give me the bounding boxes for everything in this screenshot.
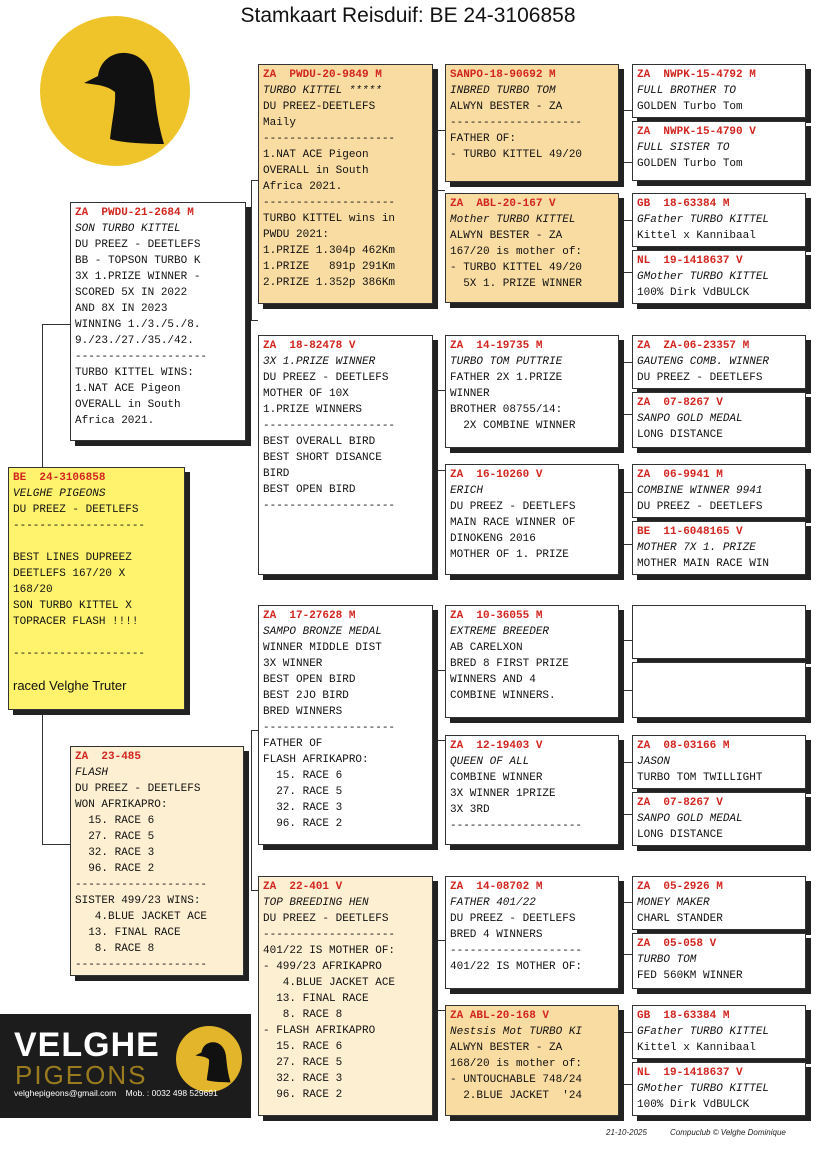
pigeon-name: FULL BROTHER TO xyxy=(637,85,737,97)
pigeon-info-line: BEST OPEN BIRD xyxy=(263,484,356,496)
ring-number: ZA ABL-20-167 V xyxy=(450,198,556,210)
pigeon-info-line xyxy=(13,662,180,678)
pigeon-info-line: ALWYN BESTER - ZA xyxy=(450,230,563,242)
pigeon-name: SAMPO BRONZE MEDAL xyxy=(263,626,382,638)
pigeon-name: GFather TURBO KITTEL xyxy=(637,214,770,226)
pigeon-info-line: FLASH AFRIKAPRO: xyxy=(263,754,369,766)
pigeon-info-line: WINNERS AND 4 xyxy=(450,674,536,686)
pigeon-info-line: 32. RACE 3 xyxy=(75,847,155,859)
banner-email: velghepigeons@gmail.com xyxy=(14,1088,117,1098)
ring-number: ZA NWPK-15-4790 V xyxy=(637,126,756,138)
gen5-card-9 xyxy=(632,605,806,659)
pigeon-info-line: BEST 2JO BIRD xyxy=(263,690,349,702)
ring-number: ZA 14-19735 M xyxy=(450,340,543,352)
gen5-card-2 xyxy=(632,121,806,181)
ring-number: ZA 06-9941 M xyxy=(637,469,723,481)
pigeon-info-line: -------------------- xyxy=(450,117,583,129)
banner-name: VELGHE xyxy=(14,1026,160,1064)
pigeon-info-line: DINOKENG 2016 xyxy=(450,533,536,545)
ssd-card xyxy=(445,193,619,303)
pigeon-name: TURBO KITTEL ***** xyxy=(263,85,382,97)
pigeon-info-line: - TURBO KITTEL 49/20 xyxy=(450,262,583,274)
ring-number: ZA PWDU-21-2684 M xyxy=(75,207,194,219)
gen5-card-13 xyxy=(632,876,806,930)
pigeon-info-line: -------------------- xyxy=(450,820,583,832)
pigeon-info-line: raced Velghe Truter xyxy=(13,678,127,693)
pigeon-info-line: 8. RACE 8 xyxy=(75,943,155,955)
pigeon-info-line: DU PREEZ-DEETLEFS xyxy=(263,101,376,113)
sdd-card xyxy=(445,464,619,575)
pigeon-info-line: Kittel x Kannibaal xyxy=(637,1042,756,1054)
pigeon-info-line: 168/20 xyxy=(13,584,53,596)
gen5-card-7 xyxy=(632,464,806,518)
ring-number: GB 18-63384 M xyxy=(637,1010,730,1022)
pigeon-info-line: DU PREEZ - DEETLEFS xyxy=(263,913,389,925)
dds-card xyxy=(445,876,619,989)
pigeon-info-line: DU PREEZ - DEETLEFS xyxy=(450,913,576,925)
pigeon-info-line: TOPRACER FLASH !!!! xyxy=(13,616,139,628)
pigeon-info-line: AND 8X IN 2023 xyxy=(75,303,168,315)
pigeon-name: GMother TURBO KITTEL xyxy=(637,1083,770,1095)
pigeon-info-line: CHARL STANDER xyxy=(637,913,723,925)
sire-dam-card xyxy=(258,335,433,575)
pigeon-name: TURBO TOM xyxy=(637,954,697,966)
pigeon-info-line: - UNTOUCHABLE 748/24 xyxy=(450,1074,583,1086)
pigeon-name: Mother TURBO KITTEL xyxy=(450,214,576,226)
page-title: Stamkaart Reisduif: BE 24-3106858 xyxy=(240,4,576,27)
pigeon-name: SON TURBO KITTEL xyxy=(75,223,181,235)
pigeon-info-line: 32. RACE 3 xyxy=(263,802,343,814)
pigeon-info-line: -------------------- xyxy=(263,420,396,432)
sire-card xyxy=(70,202,246,441)
ring-number: NL 19-1418637 V xyxy=(637,255,743,267)
ring-number: ZA 23-485 xyxy=(75,751,142,763)
pigeon-name: FULL SISTER TO xyxy=(637,142,730,154)
pigeon-info-line: DU PREEZ - DEETLEFS xyxy=(263,372,389,384)
ring-number: SANPO-18-90692 M xyxy=(450,69,556,81)
pigeon-info-line: COMBINE WINNER xyxy=(450,772,543,784)
pigeon-info-line: Maily xyxy=(263,117,297,129)
pigeon-info-line: WINNER xyxy=(450,388,490,400)
pigeon-info-line: SCORED 5X IN 2022 xyxy=(75,287,188,299)
pigeon-info-line: -------------------- xyxy=(13,648,146,660)
pigeon-info-line: WON AFRIKAPRO: xyxy=(75,799,168,811)
ddd-card xyxy=(445,1005,619,1116)
pigeon-logo xyxy=(40,16,190,166)
pigeon-info-line: ALWYN BESTER - ZA xyxy=(450,101,563,113)
pigeon-info-line: -------------------- xyxy=(263,929,396,941)
pigeon-name: INBRED TURBO TOM xyxy=(450,85,556,97)
pigeon-info-line: 2.PRIZE 1.352p 386Km xyxy=(263,277,396,289)
pigeon-info-line: 4.BLUE JACKET ACE xyxy=(263,977,396,989)
pigeon-info-line: BRED 4 WINNERS xyxy=(450,929,543,941)
pigeon-info-line: BEST LINES DUPREEZ xyxy=(13,552,132,564)
pigeon-name: COMBINE WINNER 9941 xyxy=(637,485,763,497)
pigeon-info-line: 27. RACE 5 xyxy=(75,831,155,843)
pigeon-info-line: Africa 2021. xyxy=(263,181,343,193)
pigeon-info-line: -------------------- xyxy=(75,879,208,891)
pigeon-info-line: WINNER MIDDLE DIST xyxy=(263,642,382,654)
pigeon-info-line: BRED 8 FIRST PRIZE xyxy=(450,658,569,670)
ring-number: ZA 17-27628 M xyxy=(263,610,356,622)
pigeon-info-line: 4.BLUE JACKET ACE xyxy=(75,911,208,923)
pigeon-info-line: LONG DISTANCE xyxy=(637,829,723,841)
ring-number: NL 19-1418637 V xyxy=(637,1067,743,1079)
banner-sub: PIGEONS xyxy=(15,1060,148,1090)
pigeon-info-line: 5X 1. PRIZE WINNER xyxy=(450,278,583,290)
pigeon-info-line: 2X COMBINE WINNER xyxy=(450,420,576,432)
gen5-card-12 xyxy=(632,792,806,846)
pigeon-info-line: 401/22 IS MOTHER OF: xyxy=(450,961,583,973)
pigeon-name: JASON xyxy=(637,756,671,768)
ring-number: ZA NWPK-15-4792 M xyxy=(637,69,756,81)
dsd-card xyxy=(445,735,619,845)
pigeon-info-line: OVERALL in South xyxy=(75,399,181,411)
pigeon-info-line: SON TURBO KITTEL X xyxy=(13,600,132,612)
pigeon-info-line: PWDU 2021: xyxy=(263,229,330,241)
gen5-card-4 xyxy=(632,250,806,304)
pigeon-info-line xyxy=(13,534,180,550)
gen5-card-16 xyxy=(632,1062,806,1116)
pigeon-info-line: 1.PRIZE WINNERS xyxy=(263,404,363,416)
pigeon-info-line: -------------------- xyxy=(75,351,208,363)
pigeon-info-line: TURBO TOM TWILLIGHT xyxy=(637,772,763,784)
pigeon-info-line: MOTHER OF 10X xyxy=(263,388,349,400)
pigeon-info-line: -------------------- xyxy=(263,133,396,145)
pigeon-name: Nestsis Mot TURBO KI xyxy=(450,1026,583,1038)
ring-number: ZA 05-058 V xyxy=(637,938,717,950)
pigeon-name: FLASH xyxy=(75,767,109,779)
pigeon-name: MOTHER 7X 1. PRIZE xyxy=(637,542,756,554)
pigeon-info-line: MOTHER OF 1. PRIZE xyxy=(450,549,569,561)
pigeon-info-line: SISTER 499/23 WINS: xyxy=(75,895,201,907)
pigeon-info-line: 13. FINAL RACE xyxy=(75,927,181,939)
pigeon-info-line: 32. RACE 3 xyxy=(263,1073,343,1085)
pigeon-info-line: BEST OPEN BIRD xyxy=(263,674,356,686)
pigeon-info-line: -------------------- xyxy=(450,945,583,957)
ring-number: ZA 12-19403 V xyxy=(450,740,543,752)
pigeon-name: GAUTENG COMB. WINNER xyxy=(637,356,770,368)
gen5-card-11 xyxy=(632,735,806,789)
pigeon-info-line: WINNING 1./3./5./8. xyxy=(75,319,201,331)
pigeon-info-line: DU PREEZ - DEETLEFS xyxy=(637,501,763,513)
pigeon-info-line: 100% Dirk VdBULCK xyxy=(637,287,750,299)
pigeon-info-line: 2.BLUE JACKET '24 xyxy=(450,1090,583,1102)
ring-number: BE 24-3106858 xyxy=(13,472,106,484)
ring-number: ZA 10-36055 M xyxy=(450,610,543,622)
pigeon-name: FATHER 401/22 xyxy=(450,897,536,909)
pigeon-name: SANPO GOLD MEDAL xyxy=(637,813,743,825)
ring-number: ZA ZA-06-23357 M xyxy=(637,340,750,352)
gen5-card-14 xyxy=(632,933,806,989)
pigeon-info-line: BRED WINNERS xyxy=(263,706,343,718)
pigeon-info-line: BROTHER 08755/14: xyxy=(450,404,563,416)
pigeon-info-line: 168/20 is mother of: xyxy=(450,1058,583,1070)
pigeon-info-line: GOLDEN Turbo Tom xyxy=(637,101,743,113)
pigeon-name: VELGHE PIGEONS xyxy=(13,488,106,500)
subject-pigeon-card xyxy=(8,467,185,710)
dam-card xyxy=(70,746,244,976)
sss-card xyxy=(445,64,619,182)
pigeon-info-line: -------------------- xyxy=(13,520,146,532)
dam-sire-card xyxy=(258,605,433,845)
ring-number: ZA 14-08702 M xyxy=(450,881,543,893)
ring-number: GB 18-63384 M xyxy=(637,198,730,210)
pigeon-name: MONEY MAKER xyxy=(637,897,710,909)
pigeon-info-line: ALWYN BESTER - ZA xyxy=(450,1042,563,1054)
banner-pigeon-logo-icon xyxy=(176,1026,242,1092)
ring-number: ZA 08-03166 M xyxy=(637,740,730,752)
ring-number: ZA 16-10260 V xyxy=(450,469,543,481)
pigeon-info-line: 1.NAT ACE Pigeon xyxy=(75,383,181,395)
ring-number: ZA PWDU-20-9849 M xyxy=(263,69,382,81)
pigeon-name: SANPO GOLD MEDAL xyxy=(637,413,743,425)
pigeon-info-line: -------------------- xyxy=(263,722,396,734)
pigeon-info-line: 3X 3RD xyxy=(450,804,490,816)
banner-mobile: Mob. : 0032 498 529691 xyxy=(125,1088,218,1098)
pigeon-name: GFather TURBO KITTEL xyxy=(637,1026,770,1038)
pigeon-info-line: 1.PRIZE 1.304p 462Km xyxy=(263,245,396,257)
pigeon-info-line: -------------------- xyxy=(75,959,208,971)
pigeon-name: GMother TURBO KITTEL xyxy=(637,271,770,283)
footer-credit: Compuclub © Velghe Dominique xyxy=(670,1128,786,1137)
pigeon-info-line: 15. RACE 6 xyxy=(263,770,343,782)
pigeon-info-line: FATHER OF xyxy=(263,738,323,750)
pigeon-name: TURBO TOM PUTTRIE xyxy=(450,356,563,368)
pigeon-info-line: DU PREEZ - DEETLEFS xyxy=(75,783,201,795)
pigeon-name: 3X 1.PRIZE WINNER xyxy=(263,356,376,368)
ring-number: ZA 07-8267 V xyxy=(637,397,723,409)
gen5-card-1 xyxy=(632,64,806,118)
sds-card xyxy=(445,335,619,448)
pigeon-info-line: 96. RACE 2 xyxy=(263,1089,343,1101)
pigeon-info-line: - TURBO KITTEL 49/20 xyxy=(450,149,583,161)
pigeon-info-line: - FLASH AFRIKAPRO xyxy=(263,1025,376,1037)
pigeon-info-line: LONG DISTANCE xyxy=(637,429,723,441)
gen5-card-15 xyxy=(632,1005,806,1059)
pigeon-info-line: 1.PRIZE 891p 291Km xyxy=(263,261,396,273)
pigeon-info-line: DU PREEZ - DEETLEFS xyxy=(13,504,139,516)
gen5-card-5 xyxy=(632,335,806,389)
pigeon-info-line: DU PREEZ - DEETLEFS xyxy=(75,239,201,251)
pigeon-info-line: 401/22 IS MOTHER OF: xyxy=(263,945,396,957)
pigeon-info-line: 167/20 is mother of: xyxy=(450,246,583,258)
pigeon-info-line: AB CARELXON xyxy=(450,642,523,654)
pigeon-info-line: FED 560KM WINNER xyxy=(637,970,743,982)
gen5-card-8 xyxy=(632,521,806,575)
pigeon-info-line: COMBINE WINNERS. xyxy=(450,690,556,702)
pigeon-info-line: FATHER 2X 1.PRIZE xyxy=(450,372,563,384)
pigeon-info-line: MOTHER MAIN RACE WIN xyxy=(637,558,770,570)
ring-number: ZA 05-2926 M xyxy=(637,881,723,893)
pigeon-info-line: 1.NAT ACE Pigeon xyxy=(263,149,369,161)
pigeon-info-line: 8. RACE 8 xyxy=(263,1009,343,1021)
pigeon-info-line: Kittel x Kannibaal xyxy=(637,230,756,242)
pigeon-info-line: FATHER OF: xyxy=(450,133,517,145)
pigeon-info-line: 100% Dirk VdBULCK xyxy=(637,1099,750,1111)
pigeon-info-line: 15. RACE 6 xyxy=(75,815,155,827)
pigeon-info-line: 27. RACE 5 xyxy=(263,1057,343,1069)
pigeon-silhouette-icon xyxy=(40,16,190,166)
gen5-card-3 xyxy=(632,193,806,247)
velghe-pigeons-banner xyxy=(0,1014,251,1118)
pigeon-info-line: BEST OVERALL BIRD xyxy=(263,436,376,448)
pigeon-name: EXTREME BREEDER xyxy=(450,626,550,638)
pigeon-name: ERICH xyxy=(450,485,484,497)
gen5-card-6 xyxy=(632,392,806,448)
pigeon-info-line: TURBO KITTEL WINS: xyxy=(75,367,194,379)
pigeon-info-line: Africa 2021. xyxy=(75,415,155,427)
pigeon-info-line: MAIN RACE WINNER OF xyxy=(450,517,576,529)
pigeon-info-line xyxy=(13,630,180,646)
pigeon-info-line: -------------------- xyxy=(263,500,396,512)
pigeon-info-line: GOLDEN Turbo Tom xyxy=(637,158,743,170)
pigeon-info-line: -------------------- xyxy=(263,197,396,209)
pigeon-name: QUEEN OF ALL xyxy=(450,756,530,768)
pigeon-info-line: BIRD xyxy=(263,468,290,480)
ring-number: ZA 07-8267 V xyxy=(637,797,723,809)
pigeon-info-line: 96. RACE 2 xyxy=(75,863,155,875)
footer-date: 21-10-2025 xyxy=(606,1128,647,1137)
pigeon-info-line: 3X WINNER 1PRIZE xyxy=(450,788,556,800)
pigeon-info-line: 15. RACE 6 xyxy=(263,1041,343,1053)
gen5-card-10 xyxy=(632,662,806,718)
pigeon-info-line: 96. RACE 2 xyxy=(263,818,343,830)
ring-number: ZA 22-401 V xyxy=(263,881,343,893)
ring-number: ZA ABL-20-168 V xyxy=(450,1010,550,1022)
pigeon-info-line: 27. RACE 5 xyxy=(263,786,343,798)
pigeon-info-line: OVERALL in South xyxy=(263,165,369,177)
pigeon-info-line: 3X WINNER xyxy=(263,658,323,670)
pigeon-info-line: BB - TOPSON TURBO K xyxy=(75,255,201,267)
pigeon-info-line: 3X 1.PRIZE WINNER - xyxy=(75,271,201,283)
pigeon-info-line: TURBO KITTEL wins in xyxy=(263,213,396,225)
ring-number: ZA 18-82478 V xyxy=(263,340,356,352)
pigeon-info-line: DU PREEZ - DEETLEFS xyxy=(450,501,576,513)
pigeon-name: TOP BREEDING HEN xyxy=(263,897,369,909)
pigeon-info-line: 13. FINAL RACE xyxy=(263,993,369,1005)
sire-sire-card xyxy=(258,64,433,304)
pigeon-info-line: DEETLEFS 167/20 X xyxy=(13,568,126,580)
pigeon-info-line: DU PREEZ - DEETLEFS xyxy=(637,372,763,384)
pigeon-info-line: 9./23./27./35./42. xyxy=(75,335,194,347)
banner-contact xyxy=(14,1088,218,1098)
pigeon-info-line: - 499/23 AFRIKAPRO xyxy=(263,961,382,973)
dss-card xyxy=(445,605,619,718)
ring-number: BE 11-6048165 V xyxy=(637,526,743,538)
pigeon-info-line: BEST SHORT DISANCE xyxy=(263,452,382,464)
dam-dam-card xyxy=(258,876,433,1116)
